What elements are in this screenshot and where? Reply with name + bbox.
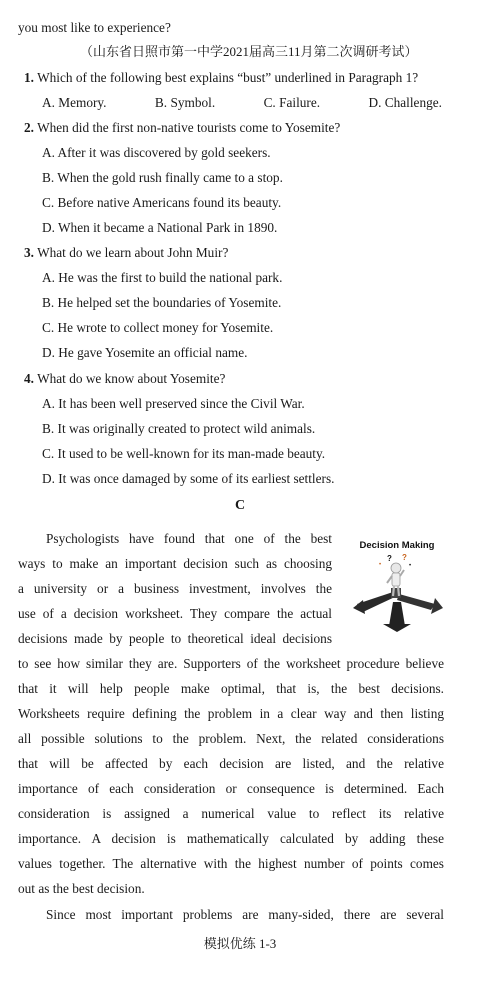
- option-b: B. It was originally created to protect wild animals.: [42, 421, 316, 436]
- passage-line: importance of each consideration or consequence is determined. Each: [18, 781, 444, 796]
- passage-line: ways to make an important decision such as choosing: [18, 556, 332, 571]
- passage-line: a university or a business investment, involves the: [18, 581, 332, 596]
- question-1-options: [42, 94, 442, 112]
- passage-line: Worksheets require defining the problem in a clear way and then listing: [18, 706, 444, 721]
- option-c: C. He wrote to collect money for Yosemite.: [42, 320, 274, 335]
- question-stem: When did the first non-native tourists come to Yosemite?: [37, 120, 341, 135]
- question-number: 4.: [24, 371, 34, 386]
- question-4: [24, 370, 225, 388]
- svg-text:•: •: [379, 562, 382, 568]
- question-number: 2.: [24, 120, 34, 135]
- question-stem: Which of the following best explains “bust” underlined in Paragraph 1?: [37, 70, 419, 85]
- passage-line: importance. A decision is mathematically calculated by adding these: [18, 831, 444, 846]
- option-a: A. After it was discovered by gold seekers.: [42, 145, 271, 160]
- option-b: B. Symbol.: [154, 95, 216, 110]
- svg-text:?: ?: [402, 553, 407, 562]
- option-a: A. He was the first to build the national park.: [42, 270, 283, 285]
- passage-line: values together. The alternative with the highest number of points comes: [18, 856, 444, 871]
- next-paragraph-line: Since most important problems are many-sided, there are several: [46, 907, 444, 922]
- question-number: 3.: [24, 245, 34, 260]
- option-d: D. He gave Yosemite an official name.: [42, 345, 248, 360]
- option-c: C. It used to be well-known for its man-made beauty.: [42, 446, 326, 461]
- option-c: C. Before native Americans found its beauty.: [42, 195, 282, 210]
- section-heading: C: [234, 498, 246, 513]
- source-citation: （山东省日照市第一中学2021届高三11月第二次调研考试）: [80, 44, 418, 59]
- option-d: D. When it became a National Park in 1890.: [42, 220, 278, 235]
- passage-line: that it will help people make optimal, that is, the best decisions.: [18, 681, 444, 696]
- passage-line: that will be affected by each decision are listed, and the relative: [18, 756, 444, 771]
- option-a: A. Memory.: [42, 95, 107, 110]
- page-footer: 模拟优练 1-3: [203, 936, 277, 951]
- option-b: B. When the gold rush finally came to a stop.: [42, 170, 283, 185]
- question-number: 1.: [24, 70, 34, 85]
- option-c: C. Failure.: [263, 95, 321, 110]
- option-a: A. It has been well preserved since the Civil War.: [42, 396, 305, 411]
- option-b: B. He helped set the boundaries of Yosemite.: [42, 295, 282, 310]
- passage-line: decisions made by people to theoretical ideal decisions: [18, 631, 332, 646]
- option-d: D. Challenge.: [368, 95, 442, 110]
- question-stem: What do we learn about John Muir?: [37, 245, 229, 260]
- question-stem: What do we know about Yosemite?: [37, 371, 226, 386]
- svg-text:•: •: [409, 563, 412, 569]
- svg-text:?: ?: [387, 554, 392, 563]
- passage-line: Psychologists have found that one of the best: [46, 531, 332, 546]
- passage-line: all possible solutions to the problem. Next, the related considerations: [18, 731, 444, 746]
- person-at-crossroads-icon: [349, 552, 445, 632]
- passage-line: out as the best decision.: [18, 881, 145, 896]
- question-2: [24, 119, 340, 137]
- decision-making-illustration: [349, 540, 445, 632]
- illustration-title: Decision Making: [359, 540, 435, 551]
- passage-line: to see how similar they are. Supporters of the worksheet procedure believe: [18, 656, 444, 671]
- question-3: [24, 244, 228, 262]
- continued-question-line: you most like to experience?: [18, 20, 171, 35]
- passage-line: use of a decision worksheet. They compare the actual: [18, 606, 332, 621]
- question-1: [24, 69, 418, 87]
- option-d: D. It was once damaged by some of its earliest settlers.: [42, 471, 335, 486]
- passage-line: consideration is assigned a numerical value to reflect its relative: [18, 806, 444, 821]
